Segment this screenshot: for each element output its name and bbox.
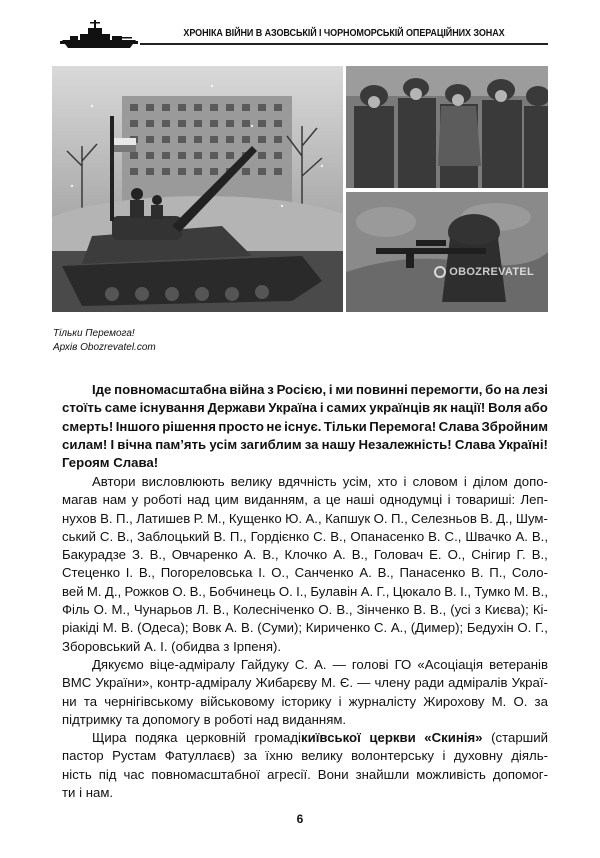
text-line: Іде повномасштабна війна з Росією, і ми повинні перемогти, бо на лезі bbox=[92, 382, 548, 397]
text-line: нухов В. П., Латишев Р. М., Кущенко Ю. А., Капшук О. П., Селезньов В. Д., Шум- bbox=[62, 510, 548, 526]
text-line: ВМС України», контр-адміралу Жибарєву М. Є. — члену ради адміралів Украї- bbox=[62, 675, 548, 691]
text-line: силам! І вічна пам’ять усім загиблим за нашу Незалежність! Слава Україні! bbox=[62, 436, 548, 452]
caption-source: Архів Obozrevatel.com bbox=[53, 342, 156, 353]
text-line: Героям Слава! bbox=[62, 455, 159, 471]
paragraph-acknowledgements bbox=[62, 473, 548, 656]
text-line: магав нам у роботі над цим виданням, а це наші однодумці і товариші: Леп- bbox=[62, 492, 548, 508]
text-line: Зборовський А. І. (обидва з Ірпеня). bbox=[62, 638, 282, 654]
text-line: Бакурадзе З. В., Овчаренко А. В., Клочко А. В., Головач Е. О., Снігир Г. В., bbox=[62, 547, 548, 563]
text-line: Філь О. М., Чунарьов Л. В., Колесніченко О. В., Зінченко В. В., (усі з Києва); Кі- bbox=[62, 602, 548, 618]
text-line: Стеценко І. В., Погореловська І. О., Санченко А. В., Панасенко В. П., Соло- bbox=[62, 565, 548, 581]
watermark-text: OBOZREVATEL bbox=[449, 265, 534, 278]
text-line: пастор Рустам Фатуллаєв) за їхню велику волонтерську і духовну діяль- bbox=[62, 748, 548, 764]
paragraph-appeal bbox=[62, 381, 548, 472]
text-line: ни та чернігівському військовому історику і журналісту Жирохову М. О. за bbox=[62, 693, 548, 709]
paragraph-church bbox=[62, 729, 548, 802]
text-line: ність під час повномасштабної агресії. Вони знайшли можливість допомог- bbox=[62, 766, 548, 782]
watermark-logo-icon bbox=[434, 266, 446, 278]
text-line: ріакіді М. В. (Одеса); Вовк А. В. (Суми); Кириченко С. А., (Димер); Бедухін О. Г., bbox=[62, 620, 548, 636]
photo-caption bbox=[53, 327, 353, 355]
text-line: Автори висловлюють велику вдячність усім, хто і словом і ділом допо- bbox=[92, 474, 548, 489]
photo-sniper bbox=[346, 192, 548, 312]
text-line: підтримку та допомогу в роботі над виданням. bbox=[62, 711, 347, 727]
text-line: смерть! Іншого рішення просто не існує. Тільки Перемога! Слава Збройним bbox=[62, 418, 548, 434]
warship-icon bbox=[60, 18, 138, 50]
text-line: Дякуємо віце-адміралу Гайдуку С. А. — голові ГО «Асоціація ветеранів bbox=[92, 657, 548, 672]
text-line: ський С. В., Заблоцький В. П., Гордієнко С. В., Опанасенко В. С., Швачко А. В., bbox=[62, 528, 548, 544]
paragraph-admirals bbox=[62, 656, 548, 729]
text-line: вей М. Д., Рожков О. В., Бобчинець О. І., Булавін А. Г., Цюкало В. І., Тумко М. В., bbox=[62, 583, 548, 599]
running-head-title: ХРОНІКА ВІЙНИ В АЗОВСЬКІЙ І ЧОРНОМОРСЬКІЙ ОПЕРАЦІЙНИХ ЗОНАХ bbox=[183, 27, 505, 39]
photo-tank bbox=[52, 66, 343, 312]
watermark bbox=[434, 266, 534, 278]
caption-title: Тільки Перемога! bbox=[53, 328, 135, 339]
header-rule bbox=[140, 43, 548, 45]
text-line: стоїть саме існування Держави Україна і самих українців як нації! Воля або bbox=[62, 400, 548, 416]
text-line: Щира подяка церковній громадікиївської церкви «Скинія» (старший bbox=[92, 730, 548, 745]
photo-soldiers bbox=[346, 66, 548, 188]
page-number: 6 bbox=[296, 812, 304, 826]
text-line: ти і нам. bbox=[62, 784, 114, 800]
